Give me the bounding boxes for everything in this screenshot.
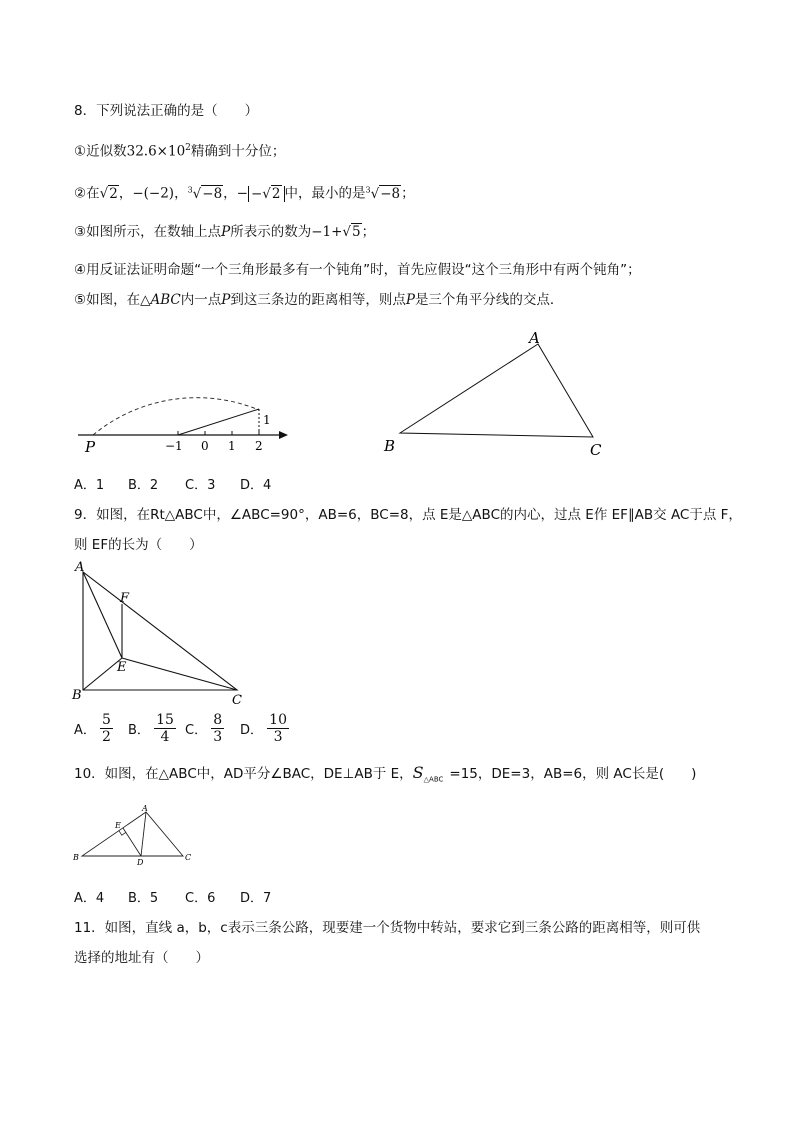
q8-s5-text: ⑤如图，在 (74, 292, 141, 308)
q8-s5-end: 是三个角平分线的交点． (414, 292, 564, 308)
q8-s2-cbrt-m8-answer: −8 (380, 185, 401, 202)
label-p: P (85, 438, 96, 456)
q10-stem-post: =15，DE=3，AB=6，则 AC长是( ) (449, 766, 697, 782)
q8-s5-point-p: P (221, 292, 231, 308)
q9-option-a-letter: A． (74, 723, 96, 738)
q10-stem-pre: 10．如图，在△ABC中，AD平分∠BAC，DE⊥AB于 E， (74, 766, 413, 782)
q9-option-a[interactable] (74, 712, 113, 745)
q8-statement-5 (74, 290, 563, 310)
q8-s2-minus-inner: − (250, 185, 263, 202)
q9-option-c-num: 8 (213, 712, 223, 728)
q8-s3-mid: 所表示的数为 (230, 224, 312, 240)
axis-arrow-icon (279, 431, 288, 439)
segment-ce (122, 658, 237, 690)
q11-stem-line1: 11．如图，直线 a，b，c表示三条公路，现要建一个货物中转站，要求它到三条公路的距离相等，则可供 (74, 920, 701, 936)
q8-s3-text: ③如图所示，在数轴上点 (74, 224, 222, 240)
q8-s1-exponent: 2 (185, 143, 191, 153)
q8-s1-text: ①近似数 (74, 143, 127, 160)
q8-s2-minus: − (236, 185, 248, 202)
q8-s1-number: 32.6×10 (126, 143, 186, 160)
q8-stem: 8．下列说法正确的是（ ） (74, 103, 259, 119)
q10-option-b[interactable]: B．5 (128, 891, 159, 906)
number-line-figure (70, 325, 300, 465)
point-d: D (137, 858, 144, 867)
q10-area-subscript: △ABC (423, 775, 444, 784)
q9-option-c[interactable] (185, 712, 224, 745)
q9-option-c-fraction (211, 712, 224, 745)
q9-figure (70, 560, 260, 710)
q8-s3-value: −1+ (311, 224, 343, 240)
q9-option-a-fraction (100, 712, 113, 745)
triangle-abc (400, 344, 593, 437)
vertex-b: B (73, 853, 79, 862)
q9-option-b-den: 4 (160, 729, 170, 745)
q9-option-c-den: 3 (213, 729, 223, 745)
label-0: 0 (201, 439, 209, 453)
q9-option-d-num: 10 (269, 712, 287, 728)
q8-s2-mid: 中，最小的是 (284, 185, 366, 202)
q8-option-d[interactable]: D．4 (240, 478, 272, 493)
q10-option-d[interactable]: D．7 (240, 891, 272, 906)
q9-option-d[interactable] (240, 712, 289, 745)
q10-area-symbol: S (412, 763, 424, 782)
vertex-b: B (384, 437, 396, 455)
q8-statement-3: ③如图所示，在数轴上点P所表示的数为−1+√5； (74, 224, 376, 240)
q8-option-c[interactable]: C．3 (185, 478, 216, 493)
q9-option-c-letter: C． (185, 723, 208, 738)
q8-s2-sqrt2: 2 (109, 185, 118, 202)
vertex-c: C (590, 441, 602, 459)
q10-option-a[interactable]: A．4 (74, 891, 105, 906)
label-m1: −1 (165, 439, 183, 453)
q8-s3-sqrt5: 5 (352, 224, 361, 240)
vertex-a: A (142, 804, 148, 813)
q9-stem-line1: 9．如图，在Rt△ABC中，∠ABC=90°，AB=6，BC=8，点 E是△ABC的内心，过点 E作 EF∥AB交 AC于点 F， (74, 507, 742, 523)
q9-option-b-num: 15 (156, 712, 174, 728)
q10-option-c[interactable]: C．6 (185, 891, 216, 906)
q9-option-a-num: 5 (102, 712, 111, 728)
q8-s2-end: ； (401, 185, 415, 202)
q8-statement-2: ②在√2，−(−2)，$^3$√−8，− −√2 中，最小的是$^3$√−8； (74, 185, 415, 202)
q8-s5-mid2: 到这三条边的距离相等，则点 (230, 292, 406, 308)
q9-option-d-fraction (267, 712, 289, 745)
q8-statement-4: ④用反证法证明命题“一个三角形最多有一个钝角”时，首先应假设“这个三角形中有两个钝角”； (74, 262, 641, 278)
q8-s2-sqrt2-abs: 2 (271, 185, 281, 202)
vertex-b: B (72, 688, 82, 703)
label-1: 1 (228, 439, 236, 453)
q8-statement-1 (74, 138, 285, 162)
q8-s3-end: ； (361, 224, 376, 240)
vertex-c: C (185, 853, 192, 862)
triangle-abc-right (83, 572, 237, 690)
label-2: 2 (255, 439, 263, 453)
point-e: E (117, 660, 127, 675)
vertex-a: A (75, 560, 85, 575)
segment-ae (83, 572, 122, 658)
dashed-arc (93, 398, 259, 435)
q9-option-b[interactable] (128, 712, 176, 745)
q8-option-a[interactable]: A．1 (74, 478, 105, 493)
triangle-abc-small (82, 812, 183, 856)
q11-stem-line2: 选择的地址有（ ） (74, 950, 209, 966)
q8-s5-point-p2: P (405, 292, 415, 308)
vertex-a: A (529, 329, 540, 347)
hypotenuse-segment (178, 409, 259, 435)
point-f: F (120, 591, 130, 606)
q8-s2-neg-neg2: −(−2) (132, 185, 175, 202)
q10-figure (70, 800, 200, 870)
bisector-ad (141, 812, 146, 856)
q9-stem-line2: 则 EF的长为（ ） (74, 537, 203, 553)
q9-option-d-letter: D． (240, 723, 264, 738)
q8-s2-cbrt-m8: −8 (202, 185, 223, 202)
triangle-abc-figure (380, 325, 610, 465)
perpendicular-de (123, 828, 141, 856)
q8-s2-cube-index-2: 3 (365, 185, 371, 194)
q8-s1-tail: 精确到十分位； (190, 143, 286, 160)
q8-s2-cube-index: 3 (187, 185, 193, 194)
q9-option-b-fraction (154, 712, 176, 745)
q8-s5-mid: 内一点 (180, 292, 222, 308)
q8-s5-triangle: △ABC (140, 292, 181, 308)
q9-option-d-den: 3 (273, 729, 283, 745)
q8-s3-point-p: P (221, 224, 231, 240)
vertex-c: C (232, 693, 242, 708)
q10-stem (74, 763, 696, 790)
point-e: E (115, 821, 121, 830)
q9-option-a-den: 2 (102, 729, 111, 745)
q9-option-b-letter: B． (128, 723, 150, 738)
q8-option-b[interactable]: B．2 (128, 478, 159, 493)
label-unit: 1 (263, 413, 271, 427)
q8-s2-text: ②在 (74, 185, 100, 202)
